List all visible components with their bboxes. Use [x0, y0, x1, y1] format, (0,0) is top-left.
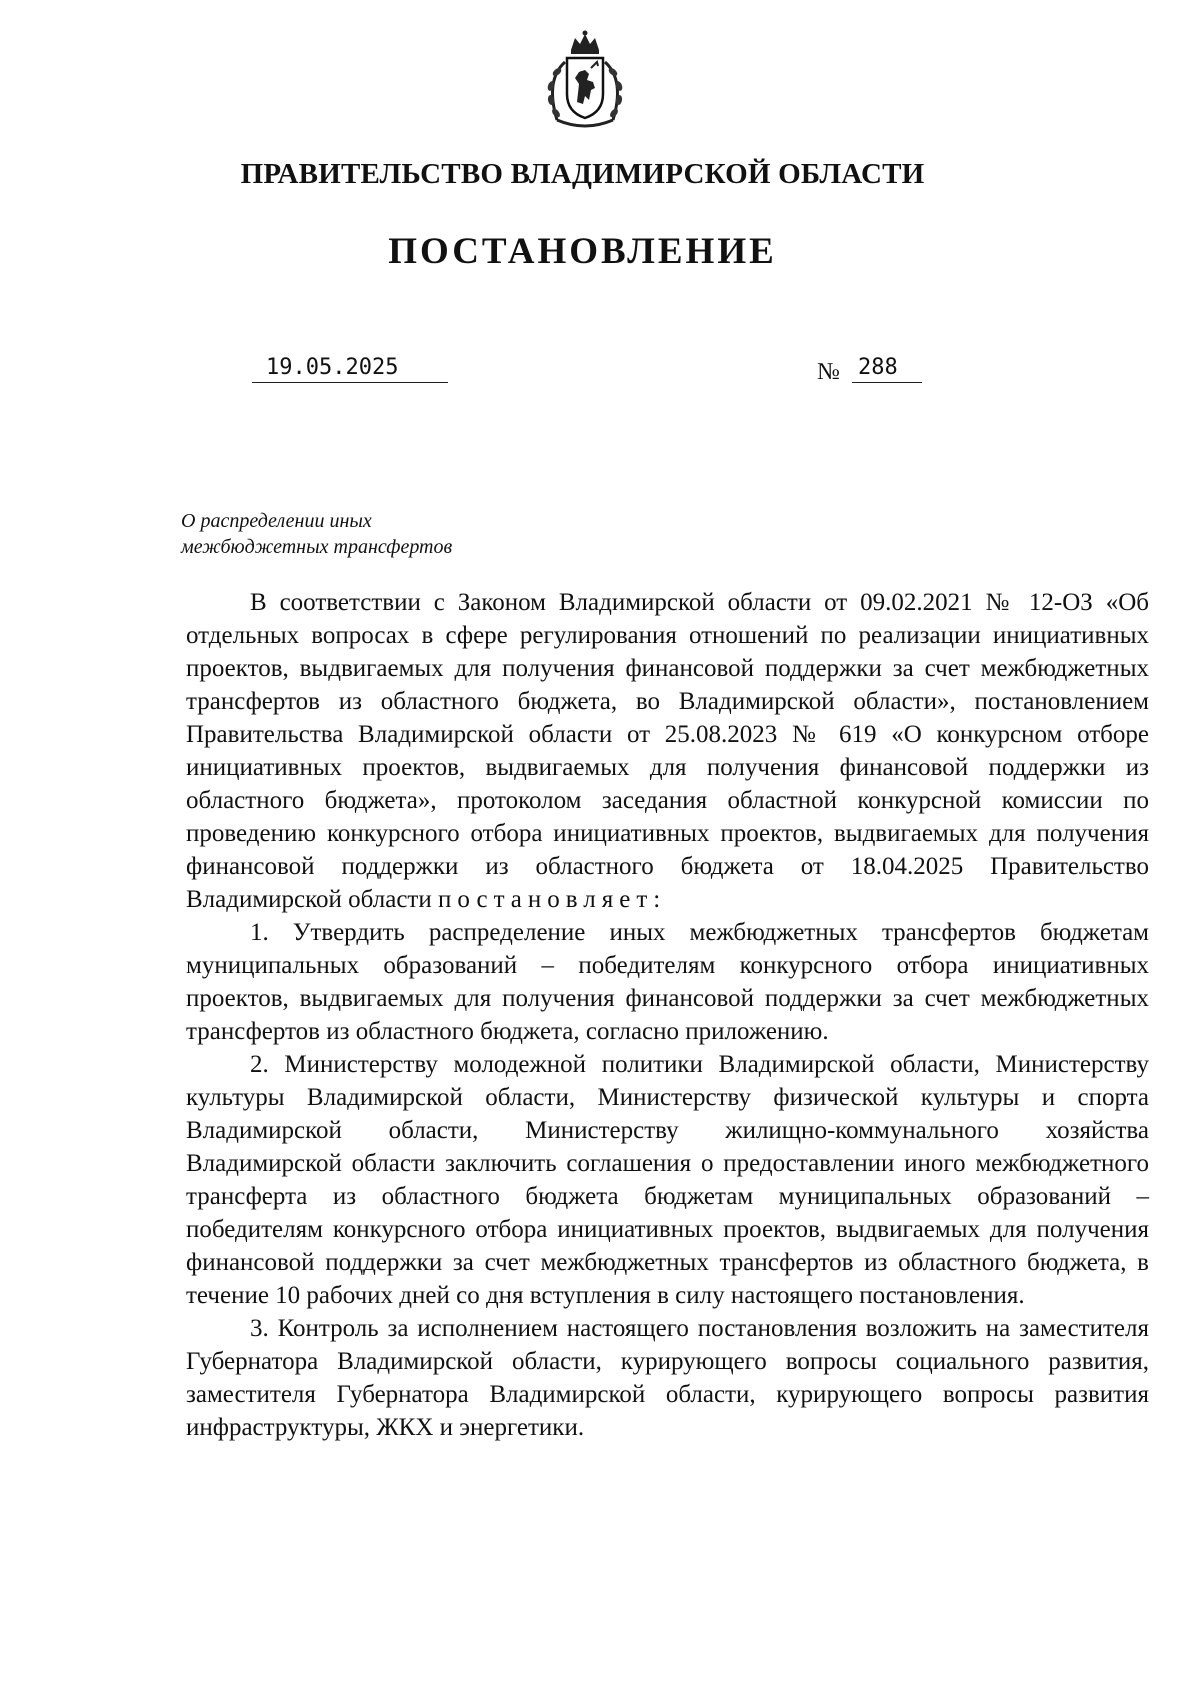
document-body: [186, 586, 1149, 1444]
subject-line-1: О распределении иных: [181, 510, 372, 532]
document-type-title: ПОСТАНОВЛЕНИЕ: [388, 231, 777, 272]
organization-title: ПРАВИТЕЛЬСТВО ВЛАДИМИРСКОЙ ОБЛАСТИ: [240, 158, 925, 190]
item-1-paragraph: 1. Утвердить распределение иных межбюджетных трансфертов бюджетам муниципальных образований – победителям конкурсного отбора инициативных проектов, выдвигаемых для получения финансовой поддержки за счет межбюджетных трансфертов из областного бюджета, согласно приложению.: [186, 919, 1149, 1045]
subject-line-2: межбюджетных трансфертов: [181, 536, 453, 558]
coat-of-arms-icon: [537, 28, 633, 132]
item-2-paragraph: 2. Министерству молодежной политики Владимирской области, Министерству культуры Владимирской области, Министерству физической культуры и спорта Владимирской области, Министерству жилищно-коммунального хозяйства Владимирской области заключить соглашения о предоставлении иного межбюджетного трансферта из областного бюджета бюджетам муниципальных образований – победителям конкурсного отбора инициативных проектов, выдвигаемых для получения финансовой поддержки за счет межбюджетных трансфертов из областного бюджета, в течение 10 рабочих дней со дня вступления в силу настоящего постановления.: [186, 1051, 1149, 1309]
number-label: №: [817, 359, 840, 385]
document-number: 288: [858, 355, 898, 380]
preamble-paragraph: [186, 586, 1149, 916]
date-field: [252, 352, 448, 383]
resolves-word: постановляет:: [437, 886, 667, 913]
document-subject: [181, 508, 601, 560]
item-3-paragraph: 3. Контроль за исполнением настоящего постановления возложить на заместителя Губернатора Владимирской области, курирующего вопросы социального развития, заместителя Губернатора Владимирской области, курирующего вопросы развития инфраструктуры, ЖКХ и энергетики.: [186, 1315, 1149, 1441]
number-field: [852, 352, 922, 383]
document-date: 19.05.2025: [266, 355, 399, 380]
preamble-text: В соответствии с Законом Владимирской области от 09.02.2021 № 12-ОЗ «Об отдельных вопросах в сфере регулирования отношений по реализации инициативных проектов, выдвигаемых для получения финансовой поддержки за счет межбюджетных трансфертов из областного бюджета, во Владимирской области», постановлением Правительства Владимирской области от 25.08.2023 № 619 «О конкурсном отборе инициативных проектов, выдвигаемых для получения финансовой поддержки из областного бюджета», протоколом заседания областной конкурсной комиссии по проведению конкурсного отбора инициативных проектов, выдвигаемых для получения финансовой поддержки из областного бюджета от 18.04.2025 Правительство Владимирской области: [186, 589, 1149, 913]
